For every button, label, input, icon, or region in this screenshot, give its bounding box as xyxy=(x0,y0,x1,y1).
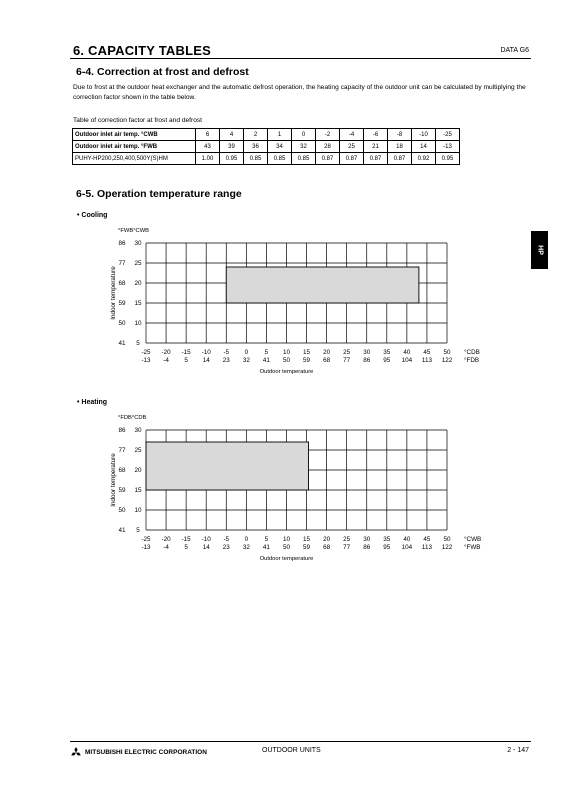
x-axis-label: Outdoor temperature xyxy=(259,369,314,375)
table-cell: 0.92 xyxy=(412,153,436,165)
x-tick-label-f: 113 xyxy=(421,357,432,364)
footer-page: 2 - 147 xyxy=(507,747,529,754)
x-tick-label-f: 5 xyxy=(184,357,188,364)
table-cell: -2 xyxy=(316,129,340,141)
table-cell: 0.87 xyxy=(364,153,388,165)
y-unit-label: °FDB°CDB xyxy=(118,415,147,421)
table-cell: 34 xyxy=(268,141,292,153)
x-tick-label-c: 25 xyxy=(343,349,351,356)
x-tick-label-c: 15 xyxy=(303,349,311,356)
x-tick-label-c: -5 xyxy=(223,536,230,543)
table-cell: -8 xyxy=(388,129,412,141)
x-tick-label-c: 10 xyxy=(282,349,290,356)
x-tick-label-c: 35 xyxy=(383,349,391,356)
x-tick-label-c: 20 xyxy=(323,536,331,543)
table-cell: 21 xyxy=(364,141,388,153)
y-tick-label-f: 68 xyxy=(118,467,126,474)
x-tick-label-f: 32 xyxy=(242,357,250,364)
x-unit-c: °CWB xyxy=(464,536,482,543)
table-cell: -4 xyxy=(340,129,364,141)
table-cell: 6 xyxy=(196,129,220,141)
x-tick-label-c: 10 xyxy=(282,536,290,543)
x-tick-label-c: -20 xyxy=(161,349,171,356)
table-cell: 32 xyxy=(292,141,316,153)
table-caption: Table of correction factor at frost and defrost xyxy=(73,117,203,124)
y-tick-label-c: 15 xyxy=(134,300,142,307)
section-title-frost: 6-4. Correction at frost and defrost xyxy=(76,66,249,78)
operating-range-region xyxy=(146,442,309,490)
row-label: PUHY-HP200,250,400,500Y(S)HM xyxy=(73,153,196,165)
table-cell: 4 xyxy=(220,129,244,141)
table-cell: 0.85 xyxy=(268,153,292,165)
x-tick-label-f: 41 xyxy=(262,544,270,551)
y-tick-label-f: 86 xyxy=(118,240,126,247)
table-cell: 0 xyxy=(292,129,316,141)
x-tick-label-f: 14 xyxy=(202,544,210,551)
x-tick-label-c: 35 xyxy=(383,536,391,543)
y-tick-label-c: 10 xyxy=(134,320,142,327)
table-cell: 0.95 xyxy=(220,153,244,165)
x-tick-label-f: 86 xyxy=(363,357,371,364)
y-tick-label-f: 41 xyxy=(118,527,126,534)
y-tick-label-c: 30 xyxy=(134,240,142,247)
y-tick-label-c: 25 xyxy=(134,447,142,454)
x-tick-label-f: 68 xyxy=(323,357,331,364)
x-tick-label-f: -4 xyxy=(163,544,169,551)
y-tick-label-f: 86 xyxy=(118,427,126,434)
table-cell: 28 xyxy=(316,141,340,153)
x-tick-label-f: 50 xyxy=(282,357,290,364)
x-tick-label-f: 77 xyxy=(343,544,351,551)
table-cell: -13 xyxy=(436,141,460,153)
x-tick-label-f: 77 xyxy=(343,357,351,364)
page-title: 6. CAPACITY TABLES xyxy=(73,43,211,58)
x-tick-label-c: -25 xyxy=(141,349,151,356)
section-title-range: 6-5. Operation temperature range xyxy=(76,188,242,200)
x-tick-label-c: 40 xyxy=(403,349,411,356)
x-tick-label-c: 0 xyxy=(244,536,249,543)
x-tick-label-f: 23 xyxy=(222,544,230,551)
table-cell: 1 xyxy=(268,129,292,141)
x-tick-label-f: 68 xyxy=(323,544,331,551)
x-tick-label-c: -5 xyxy=(223,349,230,356)
x-tick-label-f: 14 xyxy=(202,357,210,364)
x-tick-label-f: 95 xyxy=(383,357,391,364)
table-cell: 0.95 xyxy=(436,153,460,165)
table-cell: 2 xyxy=(244,129,268,141)
x-axis-label: Outdoor temperature xyxy=(259,556,314,562)
table-cell: -10 xyxy=(412,129,436,141)
x-tick-label-c: -15 xyxy=(181,536,191,543)
footer-rule xyxy=(70,741,531,742)
x-unit-f: °FDB xyxy=(464,357,480,364)
table-cell: 25 xyxy=(340,141,364,153)
y-tick-label-c: 10 xyxy=(134,507,142,514)
x-tick-label-c: 45 xyxy=(423,349,431,356)
x-tick-label-f: 59 xyxy=(303,544,311,551)
x-tick-label-f: -13 xyxy=(141,544,151,551)
side-tab-label: HP xyxy=(536,245,543,255)
x-tick-label-c: 5 xyxy=(264,536,269,543)
x-tick-label-f: 50 xyxy=(282,544,290,551)
table-cell: 0.85 xyxy=(244,153,268,165)
x-tick-label-f: 113 xyxy=(421,544,432,551)
y-tick-label-f: 68 xyxy=(118,280,126,287)
y-tick-label-c: 25 xyxy=(134,260,142,267)
x-tick-label-c: 40 xyxy=(403,536,411,543)
x-tick-label-f: 41 xyxy=(262,357,270,364)
mitsubishi-logo-icon xyxy=(70,747,82,757)
table-cell: 0.87 xyxy=(388,153,412,165)
y-tick-label-c: 20 xyxy=(134,467,142,474)
y-tick-label-c: 20 xyxy=(134,280,142,287)
table-cell: 18 xyxy=(388,141,412,153)
footer-center: OUTDOOR UNITS xyxy=(262,747,321,754)
frost-paragraph: Due to frost at the outdoor heat exchanger and the automatic defrost operation, the heating capacity of the outdoor unit can be calculated by multiplying the correction factor shown in the table below. xyxy=(73,84,526,101)
x-tick-label-c: 30 xyxy=(363,536,371,543)
data-tag: DATA G6 xyxy=(500,47,529,54)
y-tick-label-f: 59 xyxy=(118,487,126,494)
x-tick-label-f: 59 xyxy=(303,357,311,364)
x-tick-label-c: 25 xyxy=(343,536,351,543)
y-tick-label-f: 41 xyxy=(118,340,126,347)
y-tick-label-c: 30 xyxy=(134,427,142,434)
y-axis-label: Indoor temperature xyxy=(110,266,117,320)
x-tick-label-c: 50 xyxy=(443,349,451,356)
x-tick-label-c: -10 xyxy=(201,349,211,356)
x-tick-label-f: -13 xyxy=(141,357,151,364)
table-cell: -25 xyxy=(436,129,460,141)
y-tick-label-f: 50 xyxy=(118,507,126,514)
table-cell: 36 xyxy=(244,141,268,153)
table-cell: 39 xyxy=(220,141,244,153)
x-tick-label-c: 0 xyxy=(244,349,249,356)
chart-title: • Cooling xyxy=(77,212,108,219)
x-tick-label-c: 15 xyxy=(303,536,311,543)
y-tick-label-f: 50 xyxy=(118,320,126,327)
table-cell: 0.85 xyxy=(292,153,316,165)
footer-brand-text: MITSUBISHI ELECTRIC CORPORATION xyxy=(85,748,207,756)
x-tick-label-c: -15 xyxy=(181,349,191,356)
x-tick-label-c: 30 xyxy=(363,349,371,356)
x-tick-label-c: -25 xyxy=(141,536,151,543)
chart-title: • Heating xyxy=(77,399,108,406)
footer-brand xyxy=(70,747,207,757)
y-tick-label-c: 15 xyxy=(134,487,142,494)
x-tick-label-f: -4 xyxy=(163,357,169,364)
x-tick-label-f: 104 xyxy=(401,544,413,551)
y-tick-label-c: 5 xyxy=(136,527,140,534)
table-cell: -6 xyxy=(364,129,388,141)
y-unit-label: °FWB°CWB xyxy=(118,228,150,234)
x-tick-label-f: 122 xyxy=(441,544,453,551)
x-tick-label-f: 95 xyxy=(383,544,391,551)
x-tick-label-c: -10 xyxy=(201,536,211,543)
table-cell: 0.87 xyxy=(340,153,364,165)
y-tick-label-f: 77 xyxy=(118,447,126,454)
x-tick-label-f: 86 xyxy=(363,544,371,551)
x-tick-label-f: 23 xyxy=(222,357,230,364)
x-tick-label-f: 32 xyxy=(242,544,250,551)
x-tick-label-c: 50 xyxy=(443,536,451,543)
x-tick-label-c: 20 xyxy=(323,349,331,356)
x-tick-label-f: 104 xyxy=(401,357,413,364)
operating-range-region xyxy=(226,267,419,303)
x-tick-label-c: 45 xyxy=(423,536,431,543)
y-axis-label: Indoor temperature xyxy=(110,453,117,507)
x-unit-f: °FWB xyxy=(464,544,481,551)
y-tick-label-c: 5 xyxy=(136,340,140,347)
table-cell: 43 xyxy=(196,141,220,153)
x-unit-c: °CDB xyxy=(464,349,480,356)
x-tick-label-f: 122 xyxy=(441,357,453,364)
x-tick-label-c: -20 xyxy=(161,536,171,543)
table-cell: 1.00 xyxy=(196,153,220,165)
row-label: Outdoor inlet air temp. °CWB xyxy=(73,129,196,141)
x-tick-label-c: 5 xyxy=(264,349,269,356)
row-label: Outdoor inlet air temp. °FWB xyxy=(73,141,196,153)
table-cell: 14 xyxy=(412,141,436,153)
y-tick-label-f: 59 xyxy=(118,300,126,307)
x-tick-label-f: 5 xyxy=(184,544,188,551)
y-tick-label-f: 77 xyxy=(118,260,126,267)
table-cell: 0.87 xyxy=(316,153,340,165)
